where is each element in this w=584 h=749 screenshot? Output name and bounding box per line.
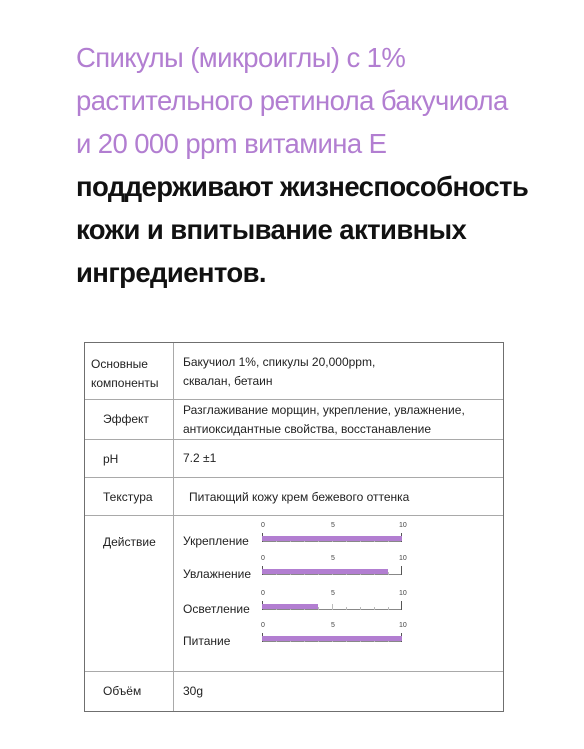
headline-accent-line-2: растительного ретинола бакучиола xyxy=(76,85,508,116)
headline-dark-line-2: кожи и впитывание активных xyxy=(76,214,467,245)
components-value: Бакучиол 1%, спикулы 20,000ppm, сквалан, бетаин xyxy=(183,355,376,388)
spec-row-ph xyxy=(85,439,503,478)
texture-value: Питающий кожу крем бежевого оттенка xyxy=(189,490,410,504)
scale-tick-label: 10 xyxy=(399,555,407,562)
scale-tick-label: 0 xyxy=(261,622,265,629)
headline xyxy=(76,36,556,294)
scale-tick-label: 5 xyxy=(331,522,335,529)
ph-value: 7.2 ±1 xyxy=(183,451,217,465)
scale-tick-label: 10 xyxy=(399,590,407,597)
spec-row-action xyxy=(85,515,503,672)
meter-fill xyxy=(262,536,402,541)
meter-track xyxy=(262,636,402,642)
spec-table xyxy=(84,342,504,712)
spec-row-components xyxy=(85,343,503,399)
scale-tick-label: 10 xyxy=(399,622,407,629)
headline-accent-line-3: и 20 000 ppm витамина Е xyxy=(76,128,387,159)
meter-fill xyxy=(262,569,388,574)
effect-value: Разглаживание морщин, укрепление, увлажнение, антиоксидантные свойства, восстанавление xyxy=(183,403,465,436)
components-label: Основные компоненты xyxy=(91,357,159,390)
meter-label: Питание xyxy=(183,634,231,648)
scale-tick-label: 0 xyxy=(261,555,265,562)
scale-tick-label: 0 xyxy=(261,590,265,597)
scale-tick-label: 5 xyxy=(331,590,335,597)
headline-dark-line-1: поддерживают жизнеспособность xyxy=(76,171,529,202)
ph-label: pH xyxy=(103,452,119,466)
meter-track xyxy=(262,569,402,575)
headline-dark-line-3: ингредиентов. xyxy=(76,257,266,288)
meter-label: Укрепление xyxy=(183,534,249,548)
headline-accent-line-1: Спикулы (микроиглы) с 1% xyxy=(76,42,406,73)
meter-label: Осветление xyxy=(183,602,250,616)
meter-fill xyxy=(262,636,402,641)
scale-tick-label: 5 xyxy=(331,622,335,629)
texture-label: Текстура xyxy=(103,490,153,504)
action-label: Действие xyxy=(103,535,156,549)
spec-row-effect xyxy=(85,399,503,440)
meter-track xyxy=(262,536,402,542)
meter-fill xyxy=(262,604,318,609)
scale-tick-label: 5 xyxy=(331,555,335,562)
spec-row-texture xyxy=(85,477,503,516)
meter-label: Увлажнение xyxy=(183,567,252,581)
effect-label: Эффект xyxy=(103,412,149,426)
meter-track xyxy=(262,604,402,610)
volume-label: Объём xyxy=(103,684,142,698)
spec-row-volume xyxy=(85,671,503,713)
volume-value: 30g xyxy=(183,684,204,698)
scale-tick-label: 10 xyxy=(399,522,407,529)
scale-tick-label: 0 xyxy=(261,522,265,529)
